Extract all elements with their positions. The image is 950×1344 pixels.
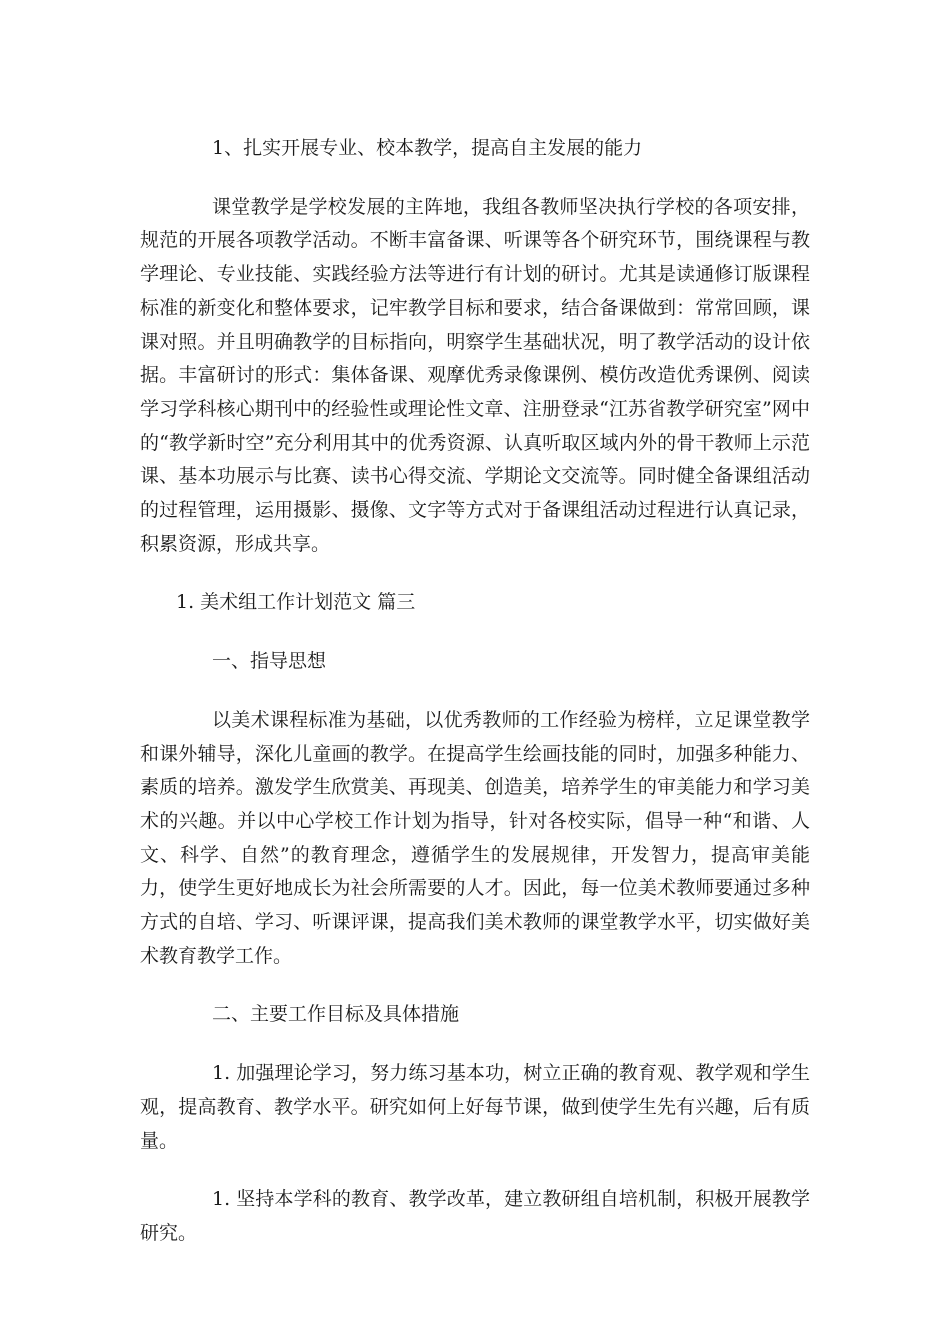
paragraph-classroom-teaching: 课堂教学是学校发展的主阵地，我组各教师坚决执行学校的各项安排，规范的开展各项教学活动。不断丰富备课、听课等各个研究环节，围绕课程与教学理论、专业技能、实践经验方法等进行有计划的研讨。尤其是读通修订版课程标准的新变化和整体要求，记牢教学目标和要求，结合备课做到：常常回顾，课课对照。并且明确教学的目标指向，明察学生基础状况，明了教学活动的设计依据。丰富研讨的形式：集体备课、观摩优秀录像课例、模仿改造优秀课例、阅读学习学科核心期刊中的经验性或理论性文章、注册登录“江苏省教学研究室”网中的“教学新时空”充分利用其中的优秀资源、认真听取区域内外的骨干教师上示范课、基本功展示与比赛、读书心得交流、学期论文交流等。同时健全备课组活动的过程管理，运用摄影、摄像、文字等方式对于备课组活动过程进行认真记录，积累资源，形成共享。 [140, 195, 810, 555]
section-title: 1. 美术组工作计划范文 篇三 [176, 591, 416, 614]
paragraph-guiding-thought: 以美术课程标准为基础，以优秀教师的工作经验为榜样，立足课堂教学和课外辅导，深化儿童画的教学。在提高学生绘画技能的同时，加强多种能力、素质的培养。激发学生欣赏美、再现美、创造美，培养学生的审美能力和学习美术的兴趣。并以中心学校工作计划为指导，针对各校实际，倡导一种“和谐、人文、科学、自然”的教育理念，遵循学生的发展规律，开发智力，提高审美能力，使学生更好地成长为社会所需要的人才。因此，每一位美术教师要通过多种方式的自培、学习、听课评课，提高我们美术教师的课堂教学水平，切实做好美术教育教学工作。 [140, 708, 810, 967]
paragraph-goal-1: 1. 加强理论学习，努力练习基本功，树立正确的教育观、教学观和学生观，提高教育、教学水平。研究如何上好每节课，做到使学生先有兴趣，后有质量。 [140, 1062, 810, 1152]
heading-1: 1、扎实开展专业、校本教学，提高自主发展的能力 [212, 137, 643, 159]
heading-main-goals: 二、主要工作目标及具体措施 [212, 1003, 460, 1026]
heading-guiding-thought: 一、指导思想 [212, 650, 327, 673]
paragraph-goal-2: 1. 坚持本学科的教育、教学改革，建立教研组自培机制，积极开展教学研究。 [140, 1188, 810, 1244]
